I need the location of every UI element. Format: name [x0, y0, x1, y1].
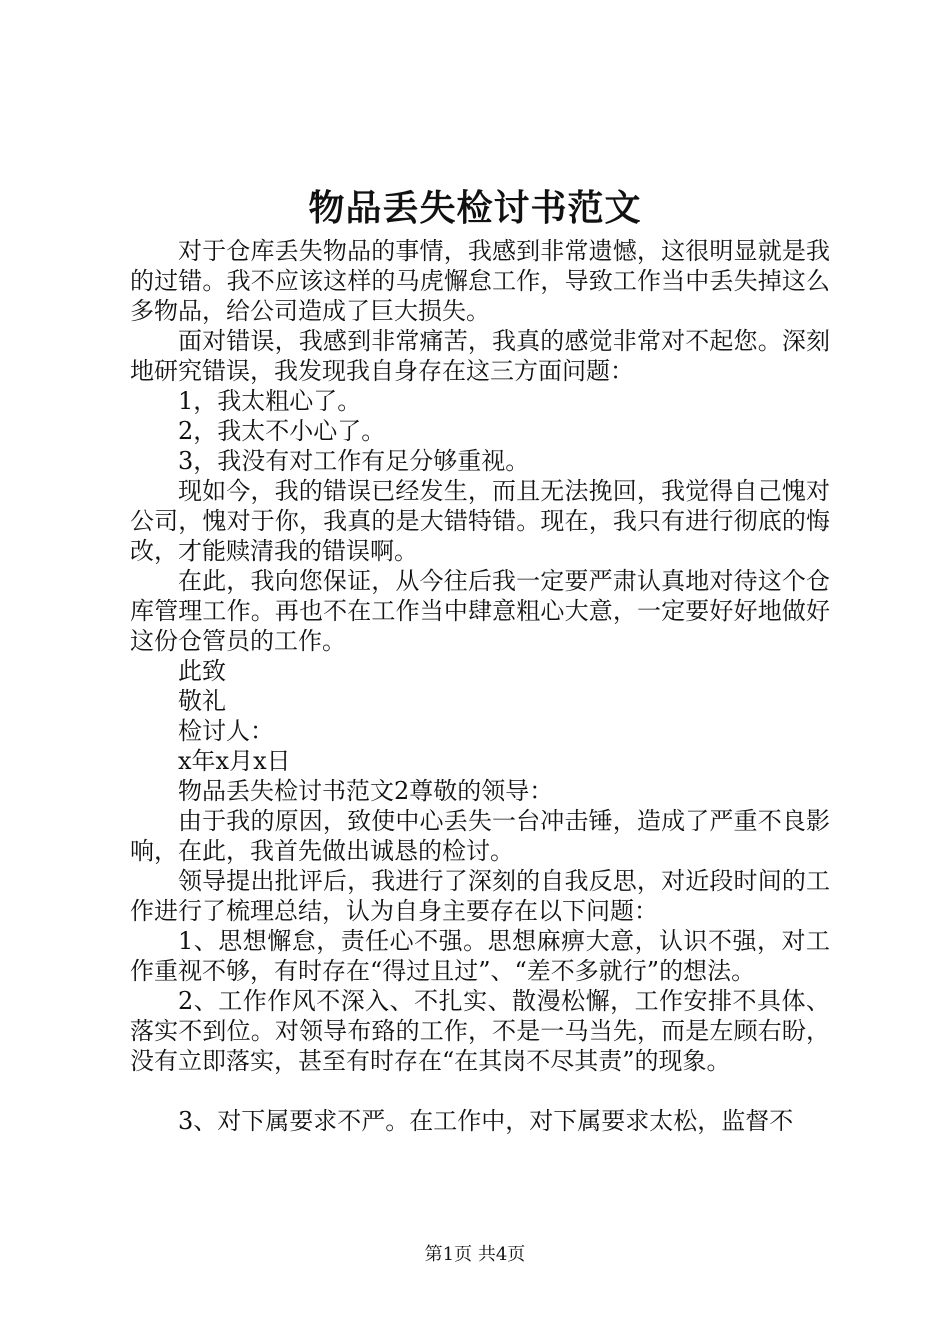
- list-item: 2，我太不小心了。: [178, 417, 386, 445]
- closing-salutation: 此致: [178, 657, 226, 685]
- paragraph: 由于我的原因，致使中心丢失一台冲击锤，造成了严重不良影响，在此，我首先做出诚恳的检讨。: [130, 807, 830, 865]
- list-item: 3，我没有对工作有足分够重视。: [178, 447, 530, 475]
- list-item: 3、对下属要求不严。在工作中，对下属要求太松，监督不: [178, 1107, 794, 1135]
- paragraph: 对于仓库丢失物品的事情，我感到非常遗憾，这很明显就是我的过错。我不应该这样的马虎懈怠工作，导致工作当中丢失掉这么多物品，给公司造成了巨大损失。: [130, 237, 830, 325]
- list-item: 1，我太粗心了。: [178, 387, 362, 415]
- paragraph: 领导提出批评后，我进行了深刻的自我反思，对近段时间的工作进行了梳理总结，认为自身主要存在以下问题：: [130, 867, 830, 925]
- closing-regards: 敬礼: [178, 687, 226, 715]
- page-footer: 第1页 共4页: [424, 1244, 526, 1265]
- section-heading: 物品丢失检讨书范文2尊敬的领导：: [178, 777, 554, 805]
- paragraph: 现如今，我的错误已经发生，而且无法挽回，我觉得自己愧对公司，愧对于你，我真的是大错特错。现在，我只有进行彻底的悔改，才能赎清我的错误啊。: [130, 477, 830, 565]
- paragraph: 在此，我向您保证，从今往后我一定要严肃认真地对待这个仓库管理工作。再也不在工作当中肆意粗心大意，一定要好好地做好这份仓管员的工作。: [130, 567, 830, 655]
- list-item: 1、思想懈怠，责任心不强。思想麻痹大意，认识不强，对工作重视不够，有时存在“得过且过”、“差不多就行”的想法。: [130, 927, 830, 985]
- date-line: x年x月x日: [178, 747, 291, 775]
- page-title: 物品丢失检讨书范文: [308, 187, 642, 229]
- signature-label: 检讨人：: [178, 717, 274, 745]
- document-body: [130, 236, 830, 1136]
- list-item: 2、工作作风不深入、不扎实、散漫松懈，工作安排不具体、落实不到位。对领导布臵的工作，不是一马当先，而是左顾右盼，没有立即落实，甚至有时存在“在其岗不尽其责”的现象。: [130, 987, 830, 1075]
- paragraph: 面对错误，我感到非常痛苦，我真的感觉非常对不起您。深刻地研究错误，我发现我自身存在这三方面问题：: [130, 327, 830, 385]
